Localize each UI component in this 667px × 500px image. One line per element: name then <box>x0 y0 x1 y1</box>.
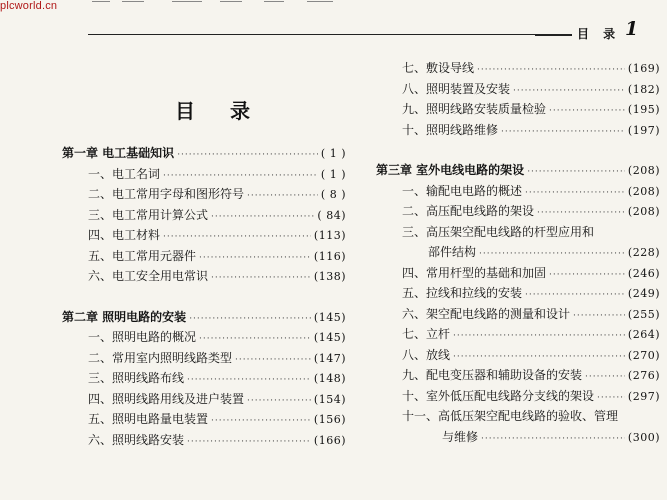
toc-chapter-heading[interactable]: 第三章 室外电线电路的架设 ····· (208) <box>376 161 660 182</box>
toc-entry[interactable]: 四、常用杆型的基础和加固 ····· (246) <box>376 264 660 285</box>
toc-left-column <box>62 144 346 451</box>
toc-entry[interactable]: 五、照明电路量电装置 ····· (156) <box>62 410 346 431</box>
toc-entry-continuation[interactable]: 与维修 ····· (300) <box>376 428 660 449</box>
toc-entry[interactable]: 五、拉线和拉线的安装 ····· (249) <box>376 284 660 305</box>
toc-entry[interactable]: 六、电工安全用电常识 ····· (138) <box>62 267 346 288</box>
toc-entry[interactable]: 一、电工名词 ····· ( 1 ) <box>62 165 346 186</box>
toc-entry[interactable]: 三、照明线路布线 ····· (148) <box>62 369 346 390</box>
toc-entry[interactable]: 二、高压配电线路的架设 ····· (208) <box>376 202 660 223</box>
toc-entry[interactable]: 二、常用室内照明线路类型 ····· (147) <box>62 349 346 370</box>
toc-chapter-heading[interactable]: 第一章 电工基础知识 ····· ( 1 ) <box>62 144 346 165</box>
toc-entry[interactable]: 十一、高低压架空配电线路的验收、管理 <box>402 409 619 423</box>
toc-entry[interactable]: 十、照明线路维修 ····· (197) <box>376 121 660 142</box>
toc-entry[interactable]: 一、输配电电路的概述 ····· (208) <box>376 182 660 203</box>
toc-entry[interactable]: 九、照明线路安装质量检验 ····· (195) <box>376 100 660 121</box>
toc-chapter-2-continued <box>376 59 660 141</box>
toc-entry[interactable]: 一、照明电路的概况 ····· (145) <box>62 328 346 349</box>
scan-artifact-marks <box>92 1 352 5</box>
toc-entry[interactable]: 七、敷设导线 ····· (169) <box>376 59 660 80</box>
toc-entry[interactable]: 九、配电变压器和辅助设备的安装 ····· (276) <box>376 366 660 387</box>
toc-chapter-3 <box>376 161 660 448</box>
toc-entry[interactable]: 四、电工材料 ····· (113) <box>62 226 346 247</box>
header-rule <box>88 34 572 35</box>
toc-entry-continuation[interactable]: 部件结构 ····· (228) <box>376 243 660 264</box>
toc-entry[interactable]: 十、室外低压配电线路分支线的架设 ····· (297) <box>376 387 660 408</box>
page-number: 1 <box>625 18 639 40</box>
toc-entry[interactable]: 六、架空配电线路的测量和设计 ····· (255) <box>376 305 660 326</box>
toc-entry[interactable]: 七、立杆 ····· (264) <box>376 325 660 346</box>
toc-entry[interactable]: 五、电工常用元器件 ····· (116) <box>62 247 346 268</box>
toc-entry[interactable]: 四、照明线路用线及进户装置 ····· (154) <box>62 390 346 411</box>
toc-entry[interactable]: 三、高压架空配电线路的杆型应用和 <box>402 224 595 239</box>
toc-title: 目 录 <box>175 99 264 123</box>
toc-entry[interactable]: 八、放线 ····· (270) <box>376 346 660 367</box>
toc-chapter-heading[interactable]: 第二章 照明电路的安装 ····· (145) <box>62 308 346 329</box>
toc-chapter-1 <box>62 144 346 288</box>
header-rule-accent <box>535 34 572 36</box>
watermark-text: plcworld.cn <box>0 0 58 12</box>
running-head: 目 录 <box>577 27 621 41</box>
toc-chapter-2 <box>62 308 346 452</box>
toc-entry[interactable]: 二、电工常用字母和图形符号 ····· ( 8 ) <box>62 185 346 206</box>
toc-right-column <box>376 59 660 448</box>
toc-entry[interactable]: 八、照明装置及安装 ····· (182) <box>376 80 660 101</box>
toc-entry[interactable]: 三、电工常用计算公式 ····· ( 84) <box>62 206 346 227</box>
toc-entry[interactable]: 六、照明线路安装 ····· (166) <box>62 431 346 452</box>
